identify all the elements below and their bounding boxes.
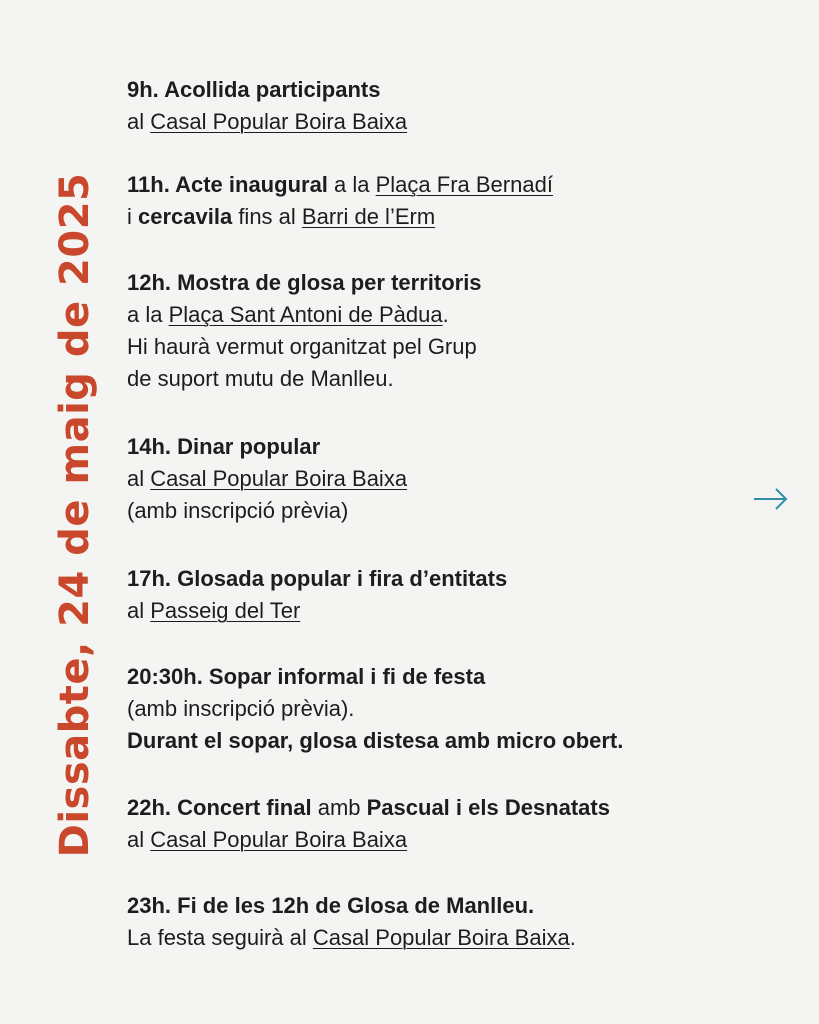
- place-prefix: a la: [127, 302, 169, 327]
- place-link[interactable]: Casal Popular Boira Baixa: [150, 466, 408, 491]
- event-glosada-popular: [127, 563, 507, 627]
- event-highlight: cercavila: [138, 204, 233, 229]
- place-link[interactable]: Barri de l’Erm: [301, 204, 436, 229]
- event-highlight: Pascual i els Desnatats: [366, 795, 610, 820]
- vertical-date-banner: [0, 0, 110, 1024]
- event-title: 22h. Concert final: [127, 795, 312, 820]
- place-prefix: al: [127, 598, 151, 623]
- arrow-right-icon[interactable]: [752, 484, 790, 514]
- event-highlight: Durant el sopar, glosa distesa amb micro obert.: [127, 728, 624, 753]
- event-title: 20:30h. Sopar informal i fi de festa: [127, 664, 486, 689]
- event-text: La festa seguirà al: [127, 925, 313, 950]
- event-dinar-popular: [127, 431, 407, 527]
- date-label: Dissabte, 24 de maig de 2025: [52, 172, 98, 858]
- place-prefix: al: [127, 827, 151, 852]
- event-title: 12h. Mostra de glosa per territoris: [127, 270, 482, 295]
- event-text: amb: [311, 795, 367, 820]
- event-note: Hi haurà vermut organitzat pel Grup: [127, 334, 477, 359]
- event-text: fins al: [232, 204, 302, 229]
- event-title: 23h. Fi de les 12h de Glosa de Manlleu.: [127, 893, 535, 918]
- event-title: 14h. Dinar popular: [127, 434, 321, 459]
- event-mostra-glosa: [127, 267, 482, 395]
- event-concert-final: [127, 792, 610, 856]
- event-note: (amb inscripció prèvia): [127, 498, 349, 523]
- place-prefix: al: [127, 109, 151, 134]
- event-sopar-informal: [127, 661, 623, 757]
- place-prefix: al: [127, 466, 151, 491]
- event-fi-glosa: [127, 890, 576, 954]
- place-link[interactable]: Plaça Fra Bernadí: [375, 172, 553, 197]
- event-text: a la: [327, 172, 376, 197]
- place-suffix: .: [569, 925, 576, 950]
- place-link[interactable]: Passeig del Ter: [150, 598, 301, 623]
- place-link[interactable]: Casal Popular Boira Baixa: [150, 109, 408, 134]
- event-title: 17h. Glosada popular i fira d’entitats: [127, 566, 508, 591]
- event-title: 9h. Acollida participants: [127, 77, 381, 102]
- event-acollida: [127, 74, 407, 138]
- event-text: i: [127, 204, 138, 229]
- place-suffix: .: [442, 302, 449, 327]
- event-note: de suport mutu de Manlleu.: [127, 366, 394, 391]
- event-acte-inaugural: [127, 169, 553, 233]
- event-title: 11h. Acte inaugural: [127, 172, 328, 197]
- place-link[interactable]: Casal Popular Boira Baixa: [312, 925, 570, 950]
- place-link[interactable]: Casal Popular Boira Baixa: [150, 827, 408, 852]
- place-link[interactable]: Plaça Sant Antoni de Pàdua: [168, 302, 443, 327]
- event-note: (amb inscripció prèvia).: [127, 696, 355, 721]
